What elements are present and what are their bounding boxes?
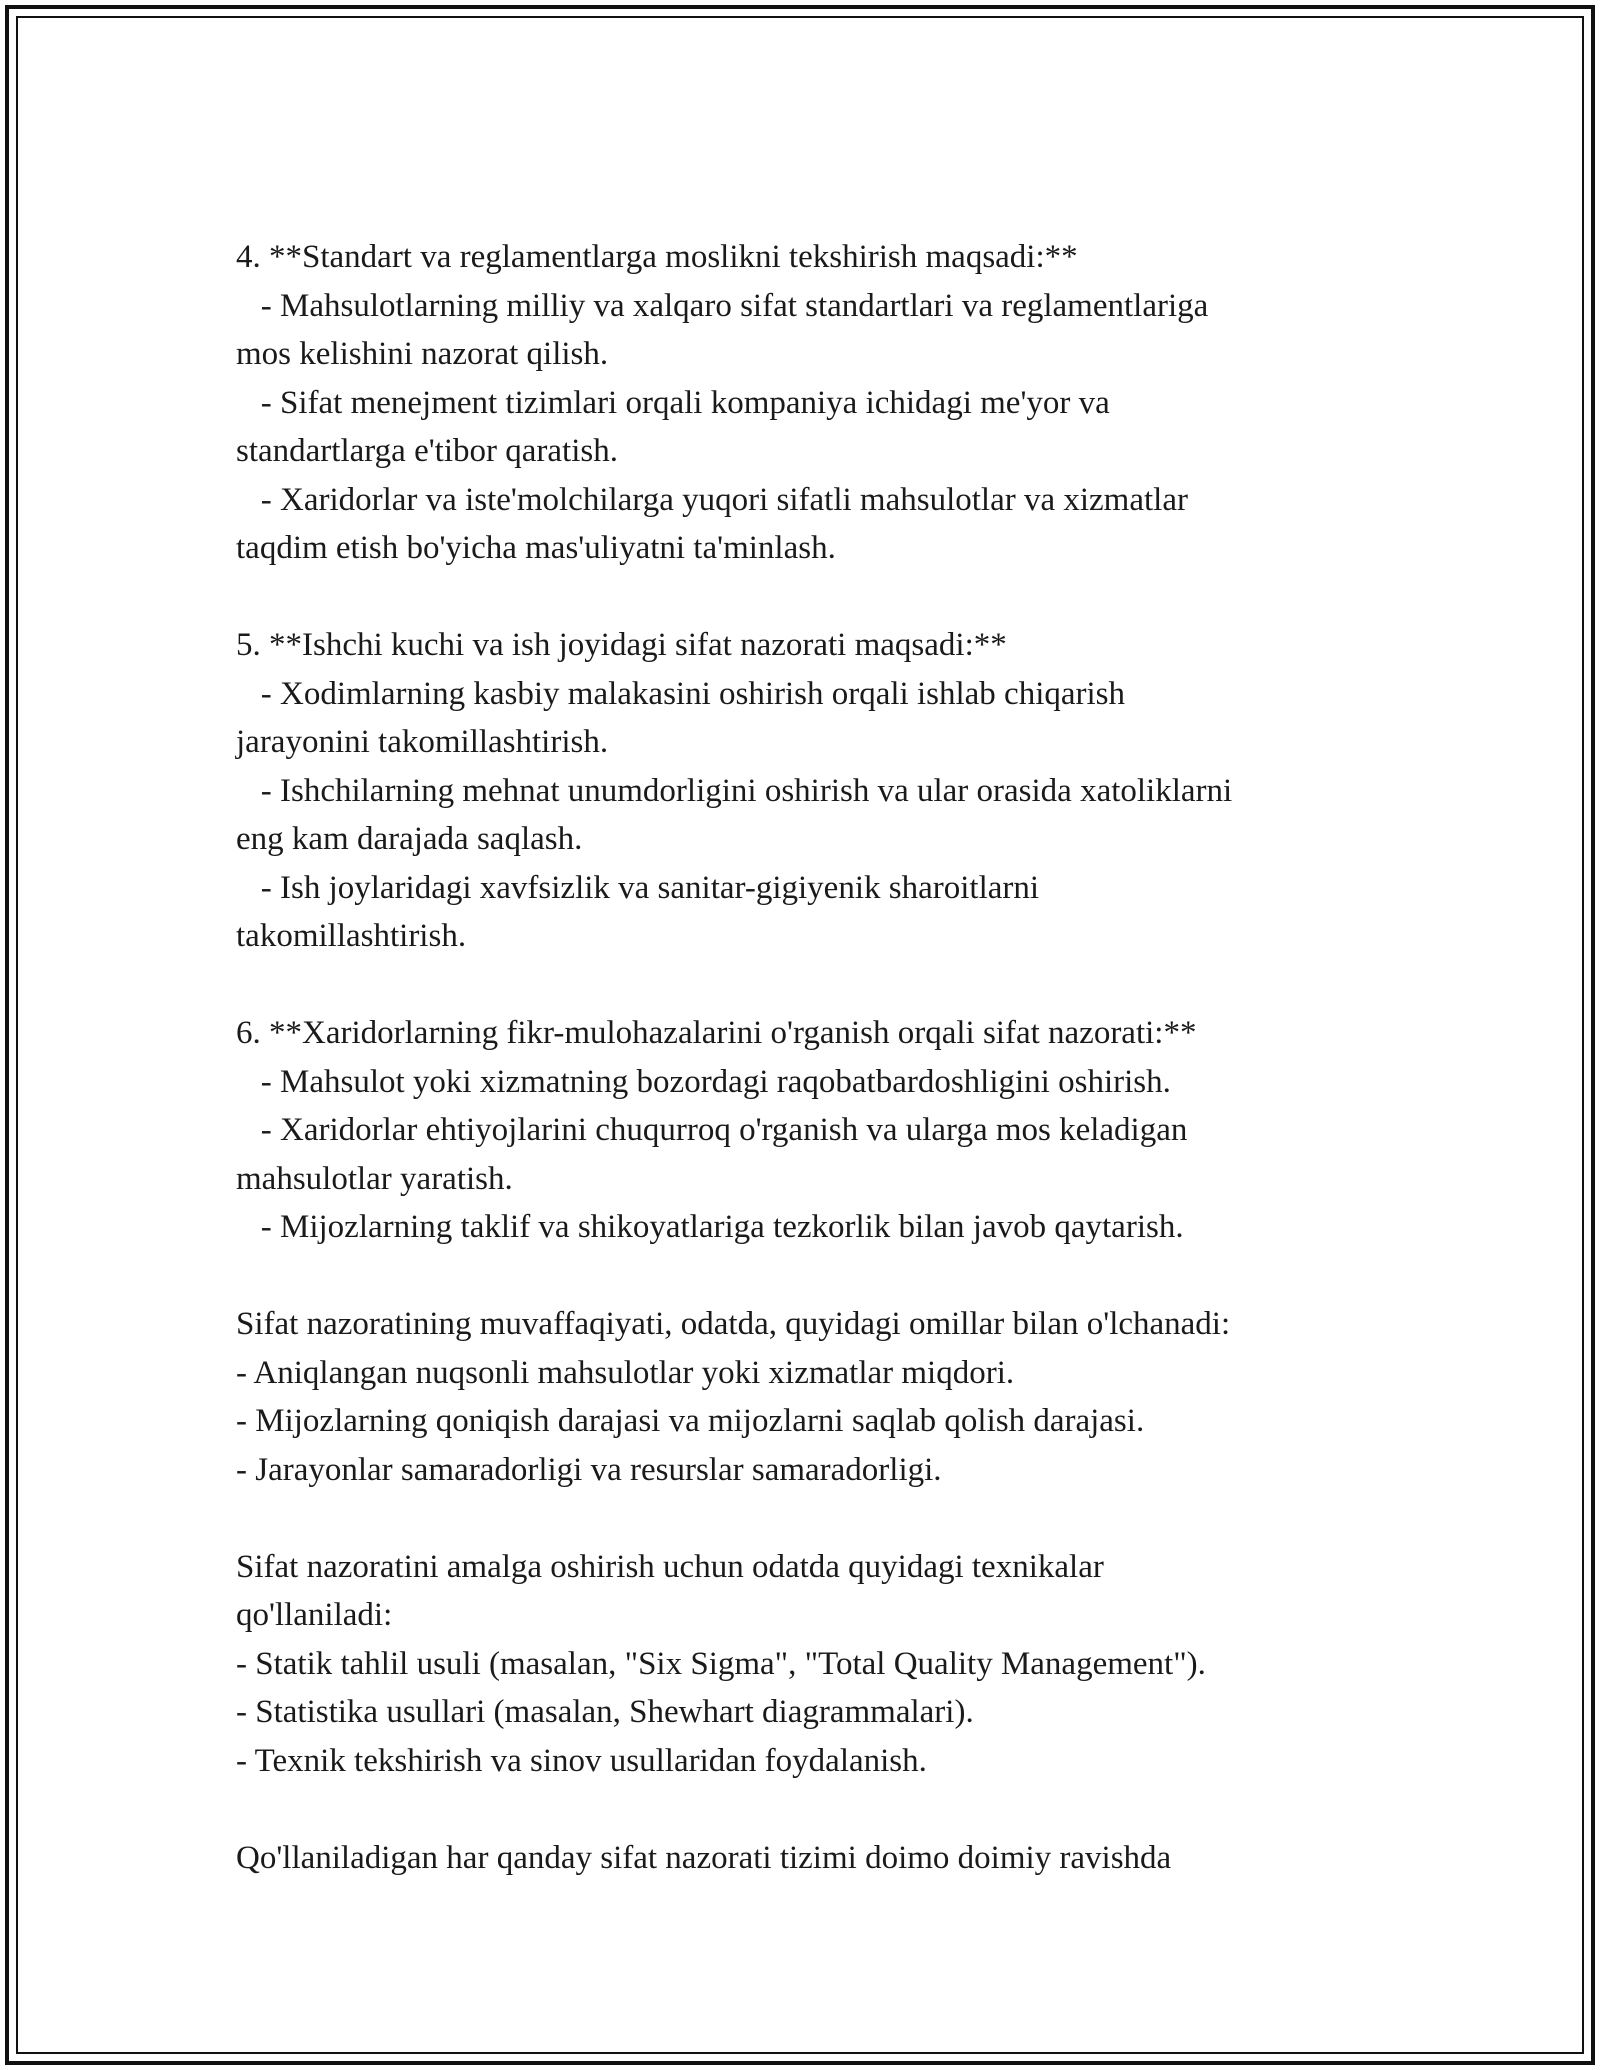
techniques-item: - Statistika usullari (masalan, Shewhart diagrammalari). — [236, 1694, 974, 1730]
paragraph-spacer — [236, 1252, 1366, 1301]
section-6-line: - Mahsulot yoki xizmatning bozordagi raqobatbardoshligini oshirish. — [236, 1063, 1171, 1100]
section-5-line: eng kam darajada saqlash. — [236, 821, 583, 857]
section-4-line: - Mahsulotlarning milliy va xalqaro sifat standartlari va reglamentlariga — [236, 287, 1209, 324]
section-4-heading: 4. **Standart va reglamentlarga moslikni tekshirish maqsadi:** — [236, 239, 1078, 275]
section-4-line: standartlarga e'tibor qaratish. — [236, 433, 618, 469]
section-4-line: - Sifat menejment tizimlari orqali kompaniya ichidagi me'yor va — [236, 384, 1110, 421]
paragraph-spacer — [236, 573, 1366, 622]
paragraph-spacer — [236, 961, 1366, 1010]
section-5-line: - Ish joylaridagi xavfsizlik va sanitar-gigiyenik sharoitlarni — [236, 869, 1040, 906]
success-item: - Jarayonlar samaradorligi va resurslar samaradorligi. — [236, 1451, 942, 1488]
section-4-line: taqdim etish bo'yicha mas'uliyatni ta'minlash. — [236, 530, 836, 566]
techniques-intro: qo'llaniladi: — [236, 1597, 393, 1633]
success-item: - Aniqlangan nuqsonli mahsulotlar yoki xizmatlar miqdori. — [236, 1354, 1015, 1391]
techniques-item: - Statik tahlil usuli (masalan, "Six Sigma", "Total Quality Management"). — [236, 1645, 1206, 1682]
techniques-item: - Texnik tekshirish va sinov usullaridan foydalanish. — [236, 1742, 927, 1779]
section-6-heading: 6. **Xaridorlarning fikr-mulohazalarini o'rganish orqali sifat nazorati:** — [236, 1015, 1197, 1051]
section-6-line: mahsulotlar yaratish. — [236, 1160, 513, 1197]
section-4-line: - Xaridorlar va iste'molchilarga yuqori sifatli mahsulotlar va xizmatlar — [236, 481, 1188, 518]
section-5-line: jarayonini takomillashtirish. — [236, 724, 609, 760]
techniques-intro: Sifat nazoratini amalga oshirish uchun odatda quyidagi texnikalar — [236, 1548, 1104, 1585]
section-6-line: - Xaridorlar ehtiyojlarini chuqurroq o'rganish va ularga mos keladigan — [236, 1112, 1188, 1148]
success-intro: Sifat nazoratining muvaffaqiyati, odatda, quyidagi omillar bilan o'lchanadi: — [236, 1306, 1231, 1342]
paragraph-spacer — [236, 1494, 1366, 1543]
closing-line: Qo'llaniladigan har qanday sifat nazorati tizimi doimo doimiy ravishda — [236, 1839, 1172, 1876]
section-5-line: - Ishchilarning mehnat unumdorligini oshirish va ular orasida xatoliklarni — [236, 772, 1233, 809]
success-item: - Mijozlarning qoniqish darajasi va mijozlarni saqlab qolish darajasi. — [236, 1403, 1145, 1439]
paragraph-spacer — [236, 1785, 1366, 1834]
section-5-heading: 5. **Ishchi kuchi va ish joyidagi sifat nazorati maqsadi:** — [236, 627, 1007, 663]
document-body — [236, 233, 1366, 1882]
section-6-line: - Mijozlarning taklif va shikoyatlariga tezkorlik bilan javob qaytarish. — [236, 1209, 1184, 1245]
section-5-line: - Xodimlarning kasbiy malakasini oshirish orqali ishlab chiqarish — [236, 675, 1126, 712]
section-4-line: mos kelishini nazorat qilish. — [236, 336, 609, 372]
section-5-line: takomillashtirish. — [236, 918, 467, 954]
